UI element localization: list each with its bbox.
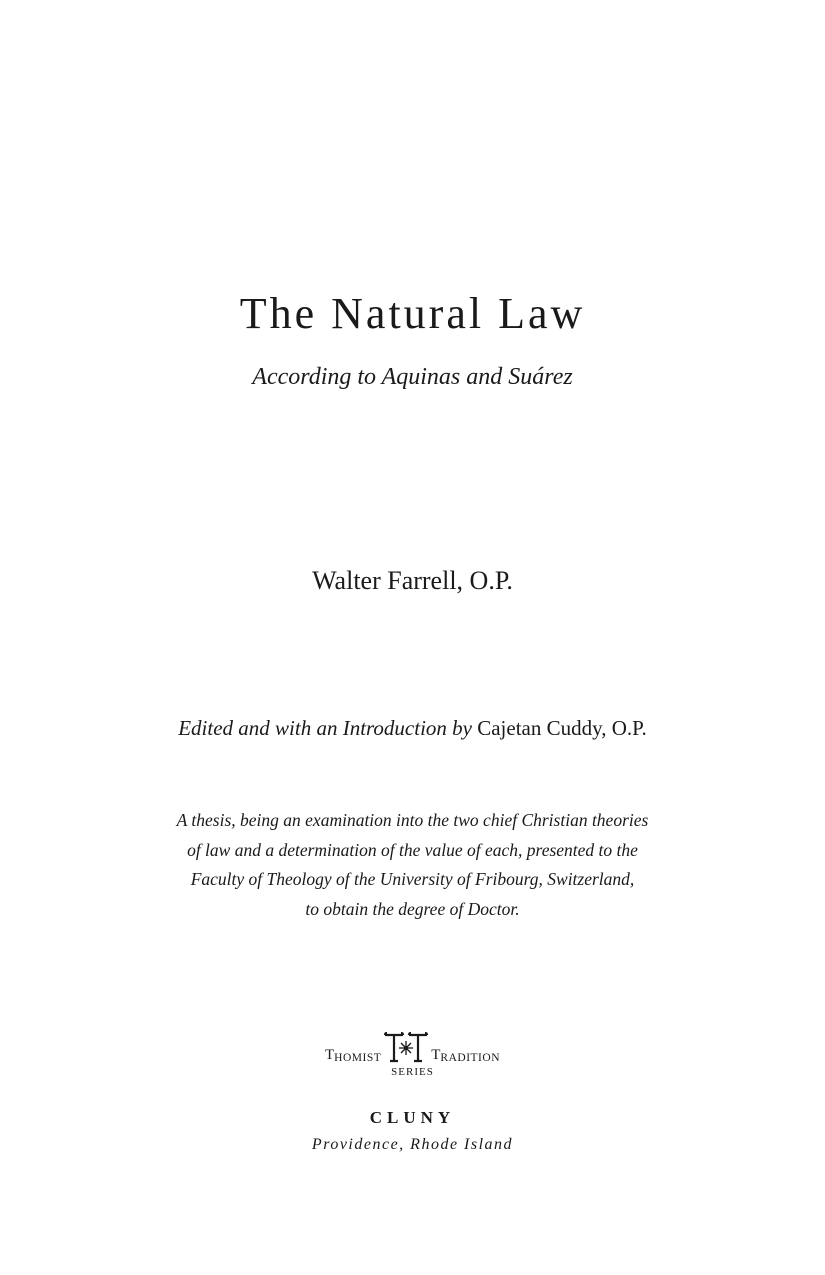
series-name	[325, 1032, 500, 1064]
series-left-rest: HOMIST	[334, 1052, 382, 1064]
book-title: The Natural Law	[239, 289, 586, 338]
thesis-statement	[0, 806, 825, 924]
series-left-initial: T	[324, 1047, 335, 1063]
publisher-name: CLUNY	[369, 1108, 456, 1127]
series-label: SERIES	[391, 1066, 434, 1078]
author-name: Walter Farrell, O.P.	[312, 566, 513, 595]
thesis-line: A thesis, being an examination into the two chief Christian theories	[176, 810, 649, 830]
thesis-line: Faculty of Theology of the University of Fribourg, Switzerland,	[190, 869, 635, 889]
book-subtitle: According to Aquinas and Suárez	[252, 364, 573, 390]
publisher-place: Providence, Rhode Island	[311, 1136, 514, 1153]
editor-credit	[0, 716, 825, 741]
editor-name: Cajetan Cuddy, O.P.	[477, 716, 647, 740]
editor-prefix: Edited and with an Introduction by	[178, 716, 472, 740]
series-right-rest: RADITION	[440, 1052, 500, 1064]
series-mark	[0, 1032, 825, 1082]
series-logo-icon	[383, 1032, 429, 1064]
series-right-initial: T	[431, 1047, 441, 1063]
thesis-line: to obtain the degree of Doctor.	[305, 898, 520, 919]
thesis-line: of law and a determination of the value of each, presented to the	[187, 839, 638, 860]
